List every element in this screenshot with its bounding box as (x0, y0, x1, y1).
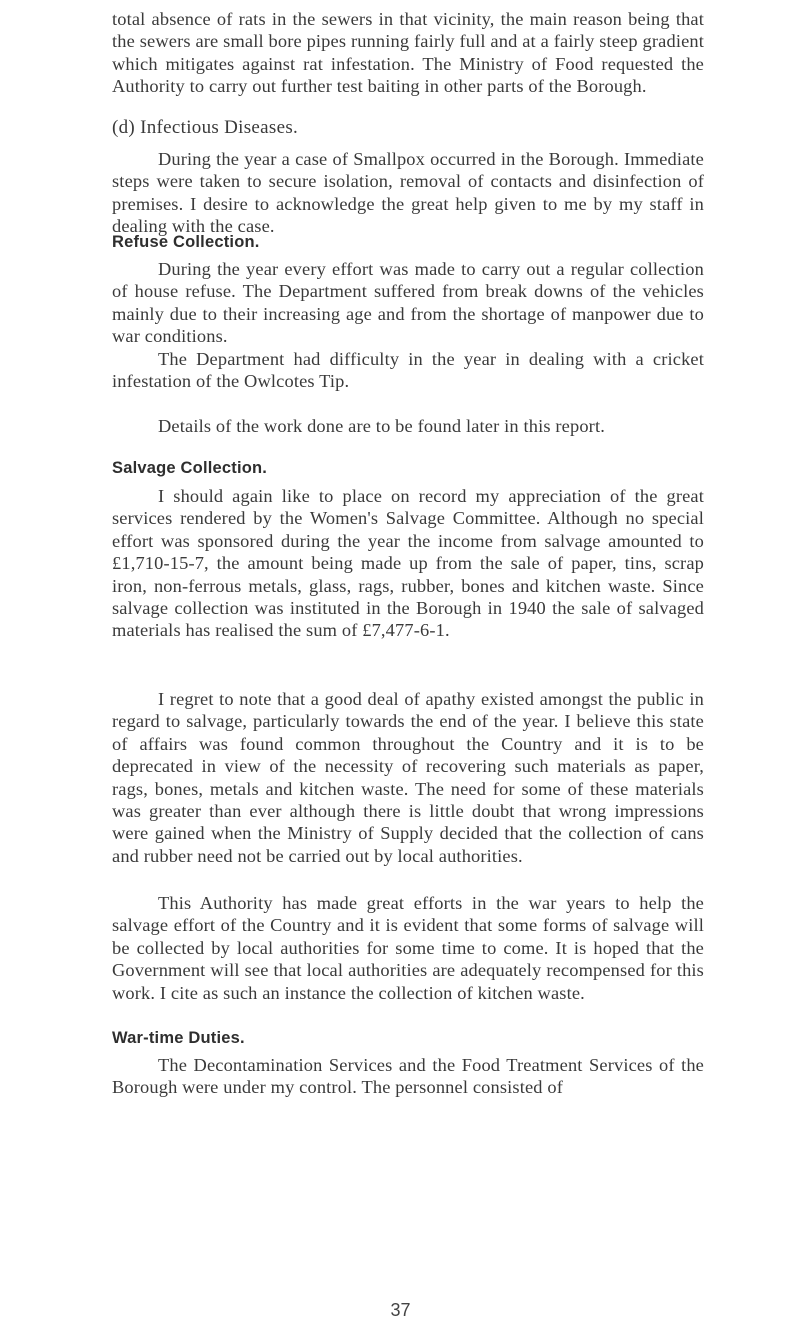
paragraph-refuse-1: During the year every effort was made to carry out a regular collection of house refuse. The Department suffered from break downs of the vehicles mainly due to their increasing age and from the shortage of manpower due to war conditions. (112, 259, 704, 347)
paragraph-refuse-3: Details of the work done are to be found later in this report. (158, 416, 605, 436)
heading-infectious-diseases: (d) Infectious Diseases. (112, 117, 299, 138)
paragraph-salvage-1: I should again like to place on record my appreciation of the great services rendered by the Women's Salvage Committee. Although no special effort was sponsored during the year the income from salvage amounted to £1,710-15-7, the amount being made up from the sale of paper, tins, scrap iron, non-ferrous metals, glass, rags, rubber, bones and kitchen waste. Since salvage collection was instituted in the Borough in 1940 the sale of salvaged materials has realised the sum of £7,477-6-1. (112, 486, 704, 641)
paragraph-rats-continued: total absence of rats in the sewers in that vicinity, the main reason being that the sewers are small bore pipes running fairly full and at a fairly steep gradient which mitigates against rat infestation. The Ministry of Food requested the Authority to carry out further test baiting in other parts of the Borough. (112, 9, 704, 97)
heading-salvage-collection: Salvage Collection. (112, 459, 268, 477)
heading-wartime-duties: War-time Duties. (112, 1029, 245, 1047)
heading-refuse-collection: Refuse Collection. (112, 233, 260, 251)
paragraph-wartime: The Decontamination Services and the Food Treatment Services of the Borough were under my control. The personnel consisted of (112, 1055, 704, 1098)
paragraph-refuse-2: The Department had difficulty in the year in dealing with a cricket infestation of the Owlcotes Tip. (112, 349, 704, 392)
paragraph-infectious-diseases: During the year a case of Smallpox occurred in the Borough. Immediate steps were taken to secure isolation, removal of contacts and disinfection of premises. I desire to acknowledge the great help given to me by my staff in dealing with the case. (112, 149, 704, 237)
paragraph-salvage-3: This Authority has made great efforts in the war years to help the salvage effort of the Country and it is evident that some forms of salvage will be collected by local authorities for some time to come. It is hoped that the Government will see that local authorities are adequately recompensed for this work. I cite as such an instance the collection of kitchen waste. (112, 893, 704, 1003)
page-number: 37 (390, 1300, 411, 1320)
paragraph-salvage-2: I regret to note that a good deal of apathy existed amongst the public in regard to salvage, particularly towards the end of the year. I believe this state of affairs was found common throughout the Country and it is to be deprecated in view of the necessity of recovering such materials as paper, rags, bones, metals and kitchen waste. The need for some of these materials was greater than ever although there is little doubt that wrong impressions were gained when the Ministry of Supply decided that the collection of cans and rubber need not be carried out by local authorities. (112, 689, 704, 866)
